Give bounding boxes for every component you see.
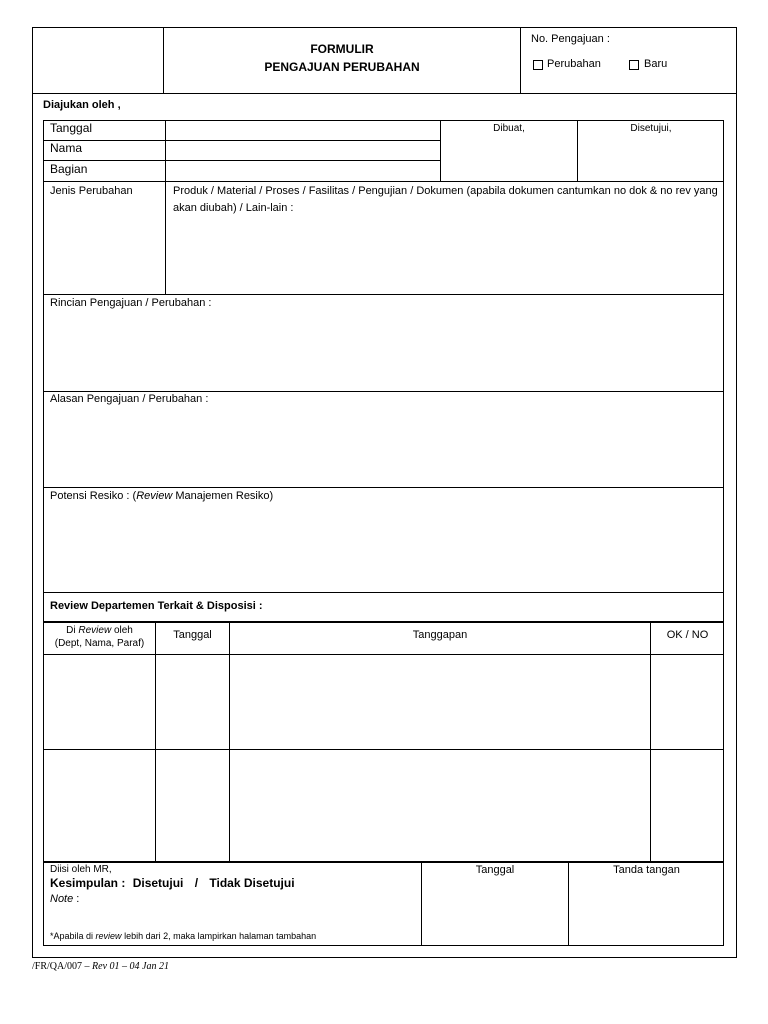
- note-colon: :: [73, 893, 80, 905]
- dibuat-label: Dibuat,: [493, 123, 525, 134]
- review-col-reviewer-sub: (Dept, Nama, Paraf): [54, 638, 145, 649]
- potensi-prefix: Potensi Resiko : (: [50, 490, 137, 502]
- option-slash: /: [194, 876, 199, 890]
- row-divider-review-title: [43, 592, 724, 593]
- jenis-perubahan-label: Jenis Perubahan: [50, 185, 133, 197]
- conclusion-tanggal-field[interactable]: [422, 880, 568, 945]
- checkbox-baru-label: Baru: [644, 58, 668, 70]
- alasan-field[interactable]: [44, 408, 723, 486]
- bagian-label: Bagian: [50, 162, 88, 176]
- checkbox-baru[interactable]: [629, 60, 639, 70]
- potensi-review: Review: [136, 490, 173, 502]
- diisi-oleh-mr: Diisi oleh MR,: [50, 864, 112, 875]
- reviewer-review: Review: [78, 625, 112, 636]
- rincian-label: Rincian Pengajuan / Perubahan :: [50, 297, 212, 309]
- dibuat-signature-field[interactable]: [441, 121, 577, 181]
- doc-code: /FR/QA/007: [32, 961, 85, 972]
- header-divider-right: [520, 27, 521, 94]
- kesimpulan-line: [50, 877, 295, 891]
- diajukan-oleh-label: Diajukan oleh ,: [43, 99, 121, 111]
- option-tidak-disetujui[interactable]: Tidak Disetujui: [209, 876, 295, 890]
- footnote-review: review: [95, 931, 122, 941]
- footnote-suffix: lebih dari 2, maka lampirkan halaman tambahan: [121, 931, 317, 941]
- nama-field[interactable]: [166, 141, 440, 160]
- rincian-field[interactable]: [44, 312, 723, 390]
- form-title-line1: FORMULIR: [310, 42, 374, 56]
- reviewer-suffix: oleh: [111, 625, 133, 636]
- tanda-tangan-label: Tanda tangan: [613, 864, 680, 876]
- document-code: [32, 961, 169, 973]
- bagian-field[interactable]: [166, 161, 440, 181]
- review-col-ok-no: OK / NO: [666, 629, 709, 641]
- conclusion-tanggal-label: Tanggal: [475, 864, 515, 876]
- option-disetujui[interactable]: Disetujui: [132, 876, 184, 890]
- disetujui-label: Disetujui,: [630, 123, 672, 134]
- footnote-prefix: *Apabila di: [50, 931, 96, 941]
- row-divider-alasan: [43, 391, 724, 392]
- review-col-tanggapan: Tanggapan: [412, 629, 468, 641]
- row-divider-rincian: [43, 294, 724, 295]
- review-row-1[interactable]: [44, 655, 723, 748]
- tanggal-field[interactable]: [166, 121, 440, 140]
- form-title-line2: PENGAJUAN PERUBAHAN: [264, 60, 420, 74]
- review-col-tanggal: Tanggal: [173, 629, 212, 641]
- note-label: Note: [50, 893, 74, 905]
- potensi-suffix: Manajemen Resiko): [172, 490, 274, 502]
- jenis-perubahan-options: Produk / Material / Proses / Fasilitas / Pengujian / Dokumen (apabila dokumen cantumkan no dok & no rev yang akan diubah) / Lain-lain :: [173, 185, 718, 214]
- tanda-tangan-field[interactable]: [569, 880, 724, 945]
- tanggal-label: Tanggal: [50, 121, 93, 135]
- footnote: [50, 931, 316, 941]
- note-line: [50, 893, 79, 906]
- nama-label: Nama: [50, 141, 83, 155]
- no-pengajuan-label: No. Pengajuan :: [531, 33, 610, 45]
- reviewer-prefix: Di: [66, 625, 79, 636]
- review-row-2[interactable]: [44, 750, 723, 861]
- kesimpulan-label: Kesimpulan :: [50, 876, 126, 890]
- checkbox-perubahan[interactable]: [533, 60, 543, 70]
- row-divider-potensi: [43, 487, 724, 488]
- review-col-reviewer: [44, 625, 155, 637]
- disetujui-signature-field[interactable]: [578, 121, 724, 181]
- potensi-resiko-field[interactable]: [44, 505, 723, 591]
- potensi-resiko-label: [50, 490, 273, 503]
- row-divider-jenis: [43, 181, 724, 182]
- doc-rev: – Rev 01 – 04 Jan 21: [84, 961, 169, 972]
- checkbox-perubahan-label: Perubahan: [547, 58, 601, 70]
- review-section-title: Review Departemen Terkait & Disposisi :: [50, 600, 263, 612]
- alasan-label: Alasan Pengajuan / Perubahan :: [50, 393, 209, 405]
